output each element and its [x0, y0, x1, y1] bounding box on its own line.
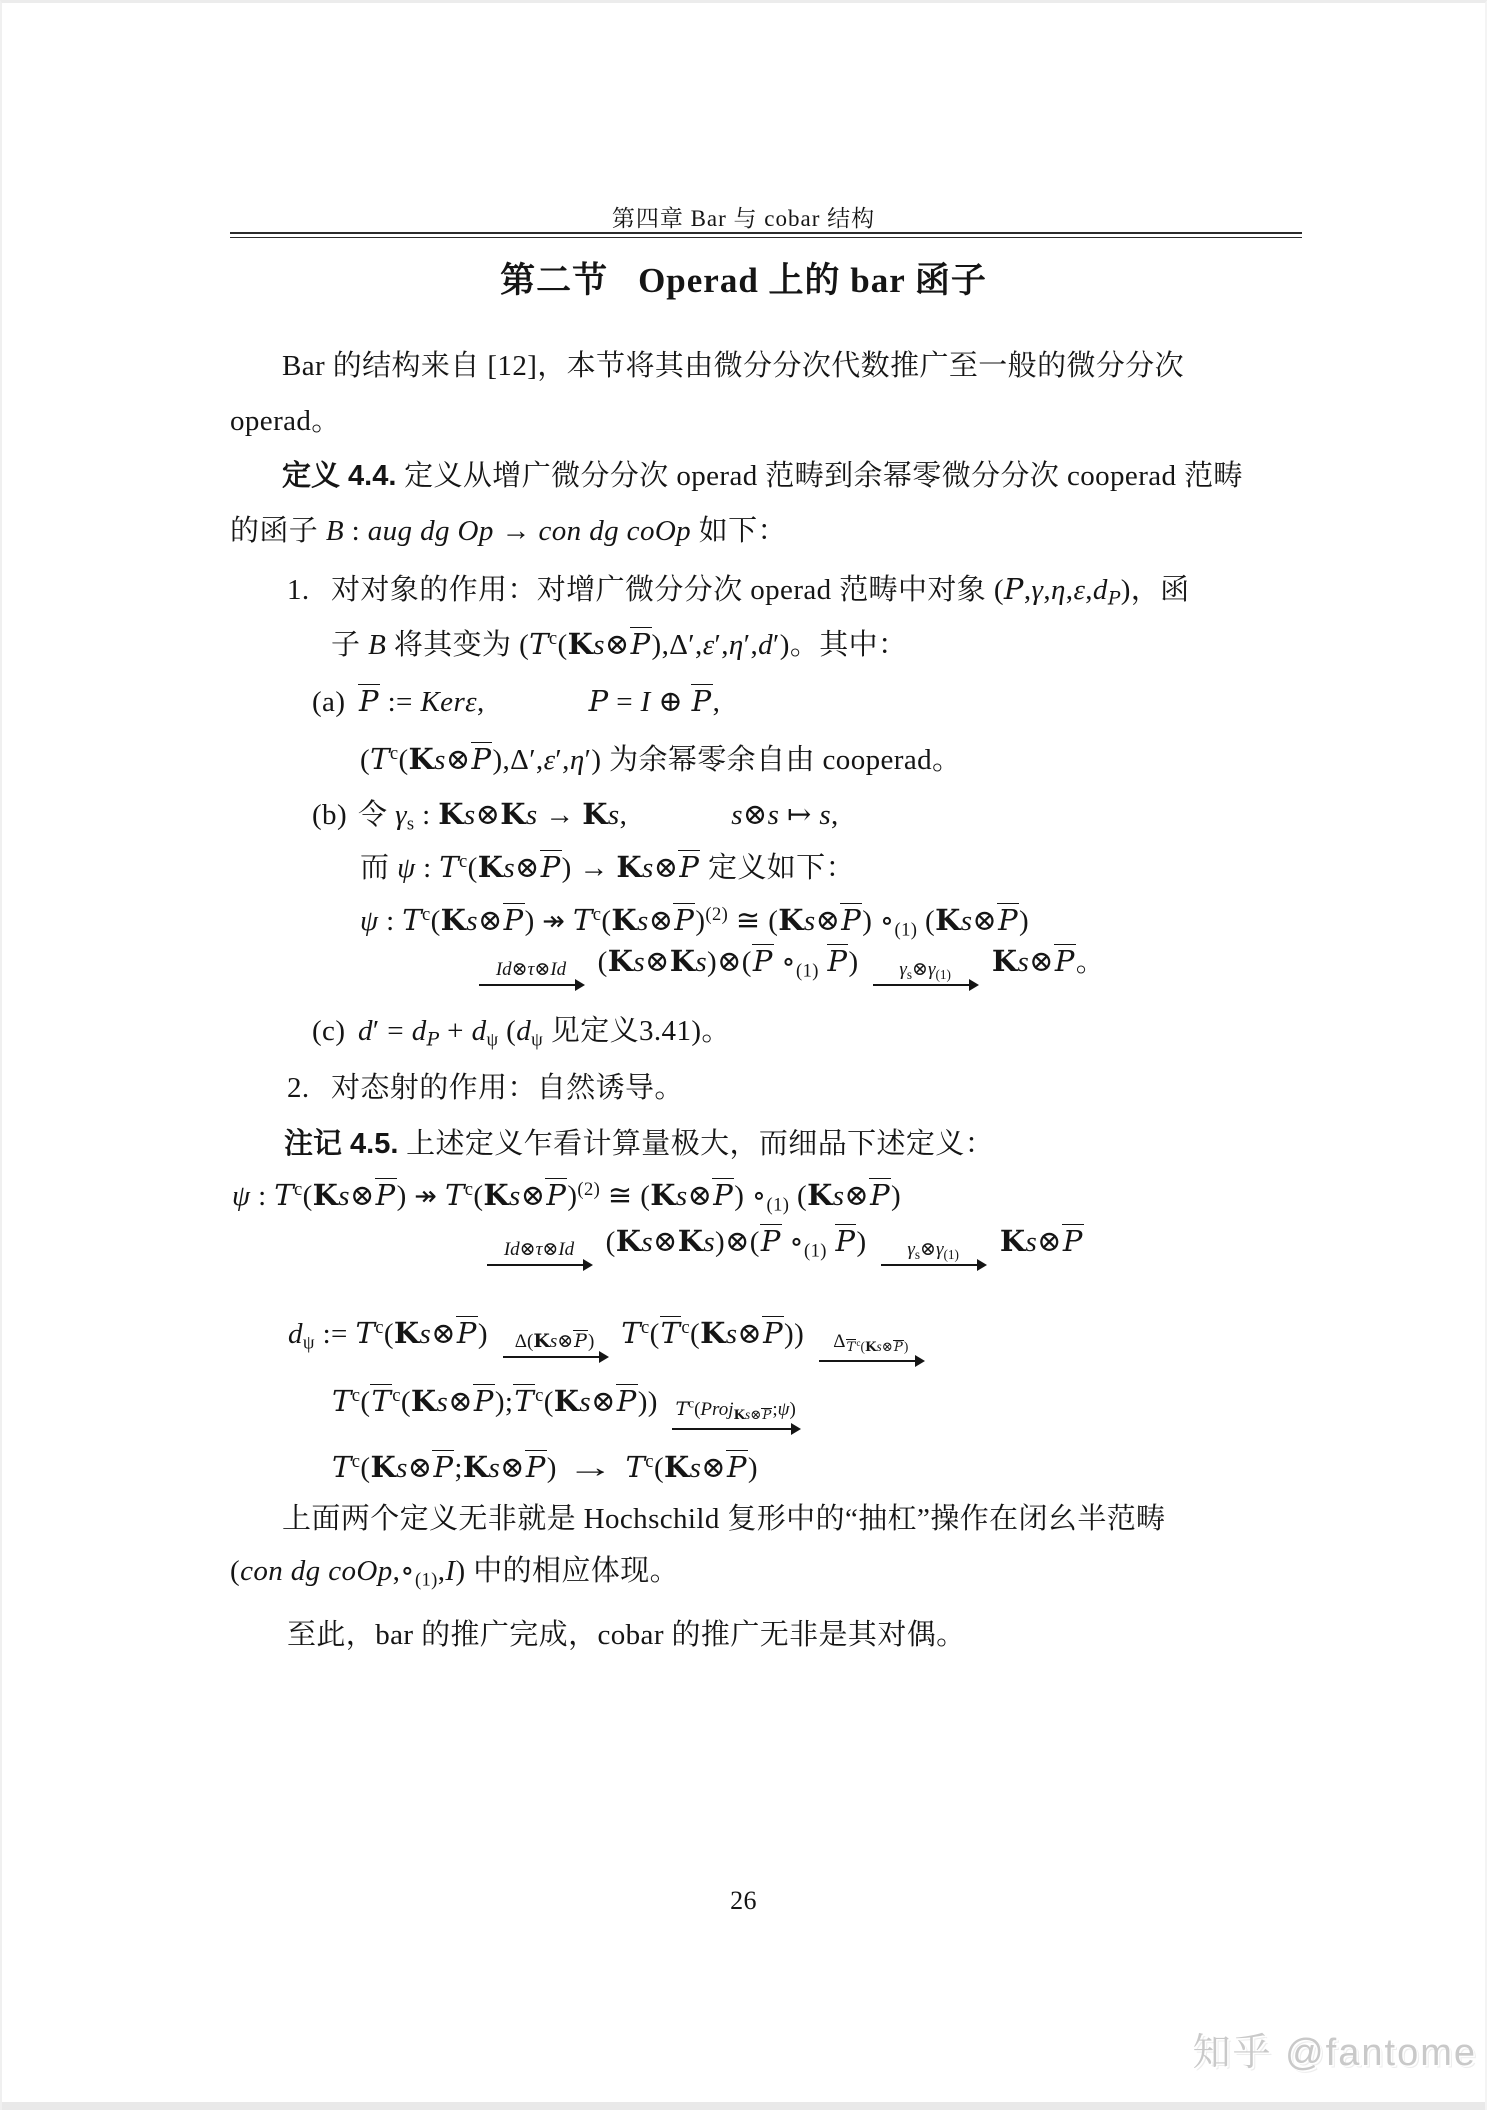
list-item-1-line2: 子 B 将其变为 $(T^c(Ks\otimes P),\Delta',\varepsilon',\eta',d')$。其中： — [331, 627, 908, 661]
list-item-1-text: 对对象的作用：对增广微分分次 operad 范畴中对象 $(P,\gamma,\eta,\varepsilon,d_P)$，函 — [331, 572, 1190, 610]
remark-4-5-line1 — [284, 1124, 994, 1164]
remark-arrow-formula: Id⊗τ⊗Id (Ks⊗Ks)⊗(P $\circ_{(1)}$ P) $\gamma_s\otimes\gamma_{(1)}$ Ks⊗P — [480, 1221, 1084, 1266]
sublist-a-formula: P := Kerε, P = I ⊕ P, — [359, 684, 721, 718]
header-rule — [230, 232, 1302, 238]
list-item-2-text: 对态射的作用：自然诱导。 — [331, 1072, 684, 1104]
sublist-b-formula1: 令 $\gamma_s$ : Ks⊗Ks → Ks, s⊗s ↦ s, — [358, 797, 839, 835]
remark-psi-formula: ψ : $T^c(Ks\otimes P)$ ↠ $T^c(Ks\otimes P)^{(2)}$ ≅ (Ks⊗P) $\circ_{(1)}$ (Ks⊗P) — [232, 1178, 902, 1216]
sublist-b-line1 — [312, 794, 839, 835]
sublist-c-marker: (c) — [312, 1015, 346, 1047]
definition-4-4-line1 — [282, 456, 1243, 496]
remark-dpsi-formula: $d_\psi$ := $T^c(Ks\otimes P)$ Δ(Ks⊗P) $T^c(T^c(Ks\otimes P))$ $\Delta_{T^c(Ks\otimes P)}$ — [288, 1313, 930, 1362]
paragraph1-line2: operad。 — [230, 405, 341, 437]
definition-4-4-text: 定义从增广微分分次 operad 范畴到余幂零微分分次 cooperad 范畴 — [404, 460, 1243, 492]
paragraph3-line1: 至此，bar 的推广完成，cobar 的推广无非是其对偶。 — [287, 1619, 966, 1651]
section-title — [2, 261, 1485, 301]
sublist-b-arrow-formula: Id⊗τ⊗Id (Ks⊗Ks)⊗(P $\circ_{(1)}$ P) $\gamma_s\otimes\gamma_{(1)}$ Ks⊗P。 — [472, 941, 1105, 986]
remark-4-5-text: 上述定义乍看计算量极大，而细品下述定义： — [406, 1128, 995, 1160]
paragraph2-line1: 上面两个定义无非就是 Hochschild 复形中的“抽杠”操作在闭幺半范畴 — [282, 1503, 1166, 1535]
sublist-a-line1 — [312, 681, 720, 722]
sublist-a-line2: $(T^c(Ks\otimes P),\Delta',\varepsilon',\eta')$ 为余幂零余自由 cooperad。 — [360, 742, 962, 776]
list-item-1-line1 — [287, 569, 1190, 610]
sublist-b-marker: (b) — [312, 799, 348, 831]
list-item-2 — [287, 1068, 684, 1108]
sublist-b-line2: 而 ψ : $T^c(Ks\otimes P)$ → Ks⊗P 定义如下： — [360, 850, 855, 884]
page-number: 26 — [730, 1886, 757, 1915]
section-title-text: Operad 上的 bar 函子 — [638, 261, 987, 300]
sublist-c-line1 — [312, 1011, 731, 1051]
list-item-1-marker: 1. — [287, 574, 310, 606]
sublist-c-formula: $d' = d_P + d_\psi$ ($d_\psi$ 见定义3.41)。 — [358, 1015, 731, 1051]
paragraph2-line2: (con dg $coOp,\circ_{(1)},I$) 中的相应体现。 — [230, 1555, 679, 1591]
definition-4-4-label: 定义 4.4. — [282, 460, 397, 492]
remark-final-formula: $T^c(Ks\otimes P;Ks\otimes P)$ → $T^c(Ks\otimes P)$ — [332, 1450, 758, 1484]
chapter-header: 第四章 Bar 与 cobar 结构 — [611, 206, 876, 231]
remark-4-5-label: 注记 4.5. — [284, 1128, 399, 1160]
section-title-number: 第二节 — [500, 261, 609, 300]
zhihu-watermark: 知乎 @fantome — [1192, 2032, 1477, 2074]
definition-4-4-line2: 的函子 B : aug dg Op → con dg coOp 如下： — [230, 515, 787, 547]
list-item-2-marker: 2. — [287, 1072, 310, 1104]
sublist-a-marker: (a) — [312, 686, 346, 718]
page-bottom-edge — [2, 2102, 1485, 2110]
paragraph1-line1: Bar 的结构来自 [12]，本节将其由微分分次代数推广至一般的微分分次 — [282, 350, 1185, 382]
sublist-b-psi-formula: ψ : $T^c(Ks\otimes P)$ ↠ $T^c(Ks\otimes P)^{(2)}$ ≅ (Ks⊗P) $\circ_{(1)}$ (Ks⊗P) — [360, 903, 1030, 941]
remark-tc-formula: $T^c(T^c(Ks\otimes P);T^c(Ks\otimes P))$ $T^c(Proj_{Ks\otimes P};\psi)$ — [332, 1381, 806, 1430]
